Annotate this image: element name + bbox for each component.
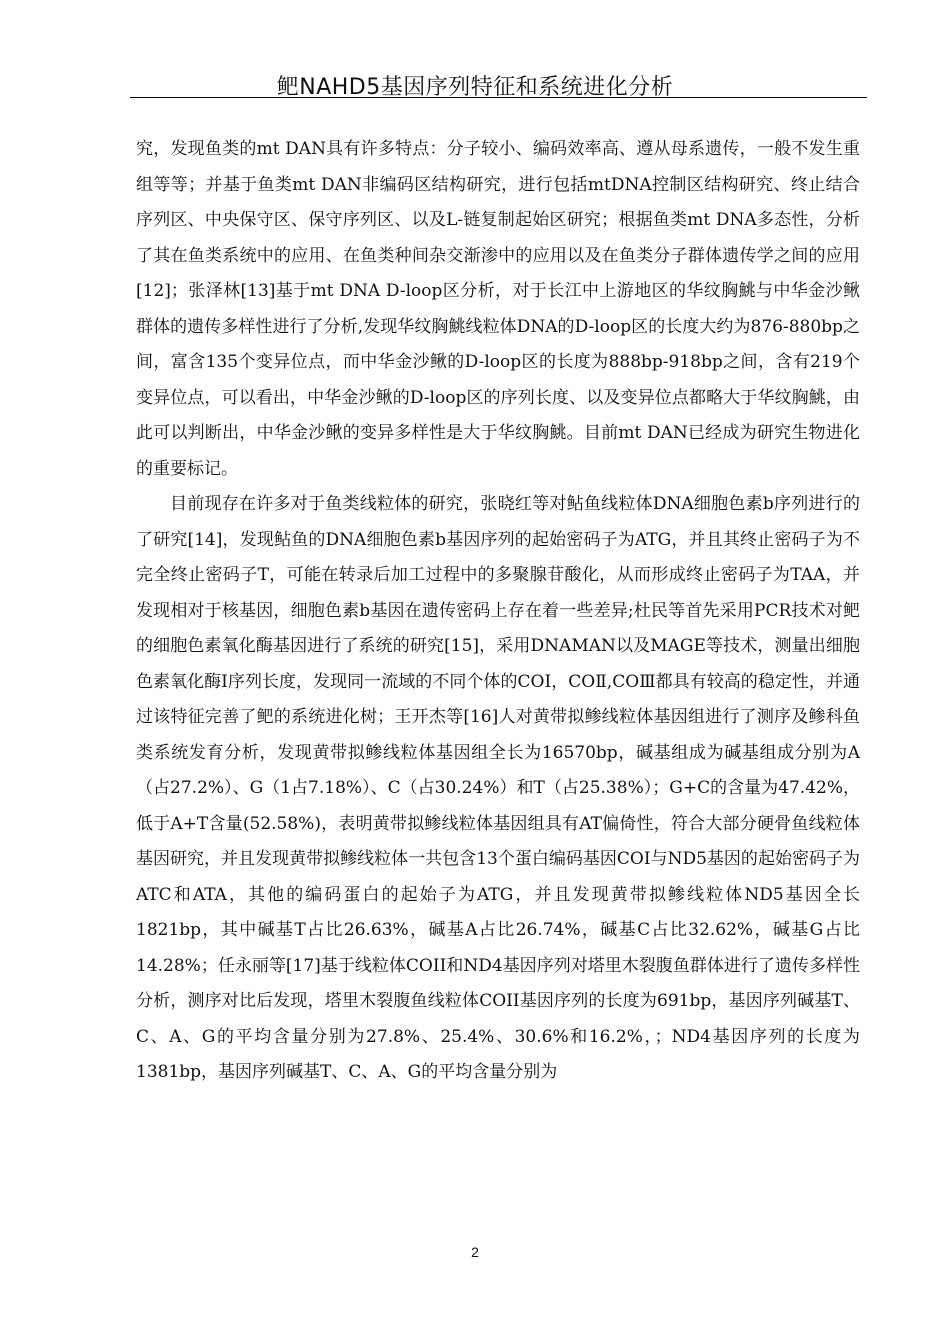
body-text (136, 132, 860, 1091)
paragraph-1: 究，发现鱼类的mt DAN具有许多特点：分子较小、编码效率高、遵从母系遗传，一般不发生重组等等；并基于鱼类mt DAN非编码区结构研究，进行包括mtDNA控制区结构研究、终止结合序列区、中央保守区、保守序列区、以及L-链复制起始区研究；根据鱼类mt DNA多态性，分析了其在鱼类系统中的应用、在鱼类种间杂交渐渗中的应用以及在鱼类分子群体遗传学之间的应用[12]；张泽林[13]基于mt DNA D-loop区分析，对于长江中上游地区的华纹胸鮡与中华金沙鳅群体的遗传多样性进行了分析,发现华纹胸鮡线粒体DNA的D-loop区的长度大约为876-880bp之间，富含135个变异位点，而中华金沙鳅的D-loop区的长度为888bp-918bp之间，含有219个变异位点，可以看出，中华金沙鳅的D-loop区的序列长度、以及变异位点都略大于华纹胸鮡，由此可以判断出，中华金沙鳅的变异多样性是大于华纹胸鮡。目前mt DAN已经成为研究生物进化的重要标记。 (136, 139, 860, 479)
page-header-title: 鲃NAHD5基因序列特征和系统进化分析 (276, 75, 674, 100)
header-rule (130, 97, 867, 98)
paragraph-2: 目前现存在许多对于鱼类线粒体的研究，张晓红等对鲇鱼线粒体DNA细胞色素b序列进行的了研究[14]，发现鲇鱼的DNA细胞色素b基因序列的起始密码子为ATG，并且其终止密码子为不完全终止密码子T，可能在转录后加工过程中的多聚腺苷酸化，从而形成终止密码子为TAA，并发现相对于核基因，细胞色素b基因在遗传密码上存在着一些差异;杜民等首先采用PCR技术对鲃的细胞色素氧化酶基因进行了系统的研究[15]，采用DNAMAN以及MAGE等技术，测量出细胞色素氧化酶Ⅰ序列长度，发现同一流域的不同个体的COⅠ，COⅡ,COⅢ都具有较高的稳定性，并通过该特征完善了鲃的系统进化树；王开杰等[16]人对黄带拟鲹线粒体基因组进行了测序及鲹科鱼类系统发育分析，发现黄带拟鲹线粒体基因组全长为16570bp，碱基组成为碱基组成分别为A（占27.2%）、G（1占7.18%）、C（占30.24%）和T（占25.38%）；G+C的含量为47.42%，低于A+T含量(52.58%)，表明黄带拟鲹线粒体基因组具有AT偏倚性，符合大部分硬骨鱼线粒体基因研究，并且发现黄带拟鲹线粒体一共包含13个蛋白编码基因COI与ND5基因的起始密码子为ATC和ATA，其他的编码蛋白的起始子为ATG，并且发现黄带拟鲹线粒体ND5基因全长1821bp，其中碱基T占比26.63%，碱基A占比26.74%，碱基C占比32.62%，碱基G占比14.28%；任永丽等[17]基于线粒体COII和ND4基因序列对塔里木裂腹鱼群体进行了遗传多样性分析，测序对比后发现，塔里木裂腹鱼线粒体COII基因序列的长度为691bp，基因序列碱基T、C、A、G的平均含量分别为27.8%、25.4%、30.6%和16.2%，；ND4基因序列的长度为1381bp，基因序列碱基T、C、A、G的平均含量分别为 (136, 494, 860, 1082)
page-number: 2 (471, 1244, 479, 1260)
